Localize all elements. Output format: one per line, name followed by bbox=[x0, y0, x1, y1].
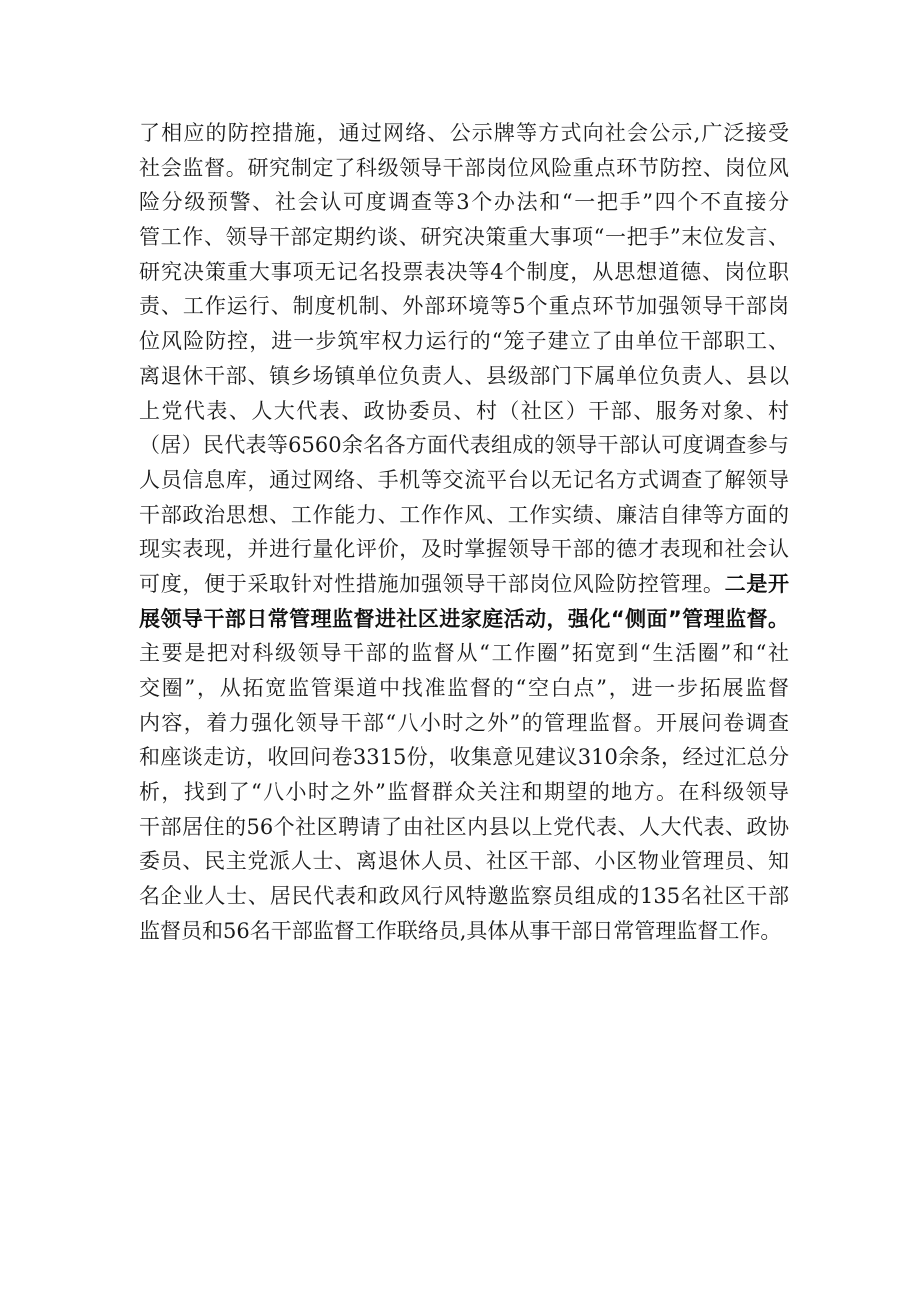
text-line bbox=[139, 844, 789, 879]
document-body bbox=[139, 116, 789, 949]
text-line bbox=[139, 151, 789, 186]
text-line bbox=[139, 636, 789, 671]
text-line bbox=[139, 498, 789, 533]
text-run: 干部居住的56个社区聘请了由社区内县以上党代表、人大代表、政协 bbox=[139, 814, 789, 839]
text-run: 社会监督。研究制定了科级领导干部岗位风险重点环节防控、岗位风 bbox=[139, 155, 789, 180]
text-line bbox=[139, 740, 789, 775]
text-line bbox=[139, 602, 789, 637]
bold-heading-run: 二是开 bbox=[724, 571, 790, 596]
text-line bbox=[139, 185, 789, 220]
text-run: （居）民代表等6560余名各方面代表组成的领导干部认可度调查参与 bbox=[139, 433, 789, 458]
text-run: 上党代表、人大代表、政协委员、村（社区）干部、服务对象、村 bbox=[139, 398, 789, 423]
text-run: 责、工作运行、制度机制、外部环境等5个重点环节加强领导干部岗 bbox=[139, 294, 789, 319]
text-run: 离退休干部、镇乡场镇单位负责人、县级部门下属单位负责人、县以 bbox=[139, 363, 789, 388]
text-run: 人员信息库，通过网络、手机等交流平台以无记名方式调查了解领导 bbox=[139, 467, 789, 492]
text-line bbox=[139, 394, 789, 429]
text-line bbox=[139, 879, 789, 914]
text-run: 交圈”，从拓宽监管渠道中找准监督的“空白点”，进一步拓展监督 bbox=[139, 676, 789, 700]
text-run: 险分级预警、社会认可度调查等3个办法和“一把手”四个不直接分 bbox=[139, 190, 789, 215]
paragraph bbox=[139, 116, 789, 949]
text-run: 监督员和56名干部监督工作联络员,具体从事干部日常管理监督工作。 bbox=[139, 918, 782, 943]
text-line bbox=[139, 706, 789, 741]
text-run: 主要是把对科级领导干部的监督从“工作圈”拓宽到“生活圈”和“社 bbox=[139, 641, 789, 666]
text-run: 内容，着力强化领导干部“八小时之外”的管理监督。开展问卷调查 bbox=[139, 710, 789, 735]
text-line bbox=[139, 428, 789, 463]
text-run: 管工作、领导干部定期约谈、研究决策重大事项“一把手”末位发言、 bbox=[139, 225, 789, 250]
text-line bbox=[139, 116, 789, 151]
text-run: 委员、民主党派人士、离退休人员、社区干部、小区物业管理员、知 bbox=[139, 849, 789, 874]
text-run: 干部政治思想、工作能力、工作作风、工作实绩、廉洁自律等方面的 bbox=[139, 502, 789, 527]
text-line bbox=[139, 810, 789, 845]
text-run: 研究决策重大事项无记名投票表决等4个制度，从思想道德、岗位职 bbox=[139, 259, 789, 284]
text-run: 析，找到了“八小时之外”监督群众关注和期望的地方。在科级领导 bbox=[139, 780, 789, 805]
text-run: 了相应的防控措施，通过网络、公示牌等方式向社会公示,广泛接受 bbox=[139, 121, 789, 145]
text-line bbox=[139, 220, 789, 255]
text-run: 位风险防控，进一步筑牢权力运行的“笼子建立了由单位干部职工、 bbox=[139, 329, 789, 354]
text-line bbox=[139, 463, 789, 498]
text-line bbox=[139, 914, 789, 949]
text-line bbox=[139, 671, 789, 706]
text-line bbox=[139, 255, 789, 290]
text-run: 名企业人士、居民代表和政风行风特邀监察员组成的135名社区干部 bbox=[139, 884, 789, 909]
text-line bbox=[139, 289, 789, 324]
text-run: 和座谈走访，收回问卷3315份，收集意见建议310余条，经过汇总分 bbox=[139, 745, 789, 770]
text-line bbox=[139, 359, 789, 394]
bold-heading-run: 展领导干部日常管理监督进社区进家庭活动，强化“侧面”管理监督。 bbox=[139, 606, 789, 631]
text-line bbox=[139, 324, 789, 359]
text-line bbox=[139, 532, 789, 567]
text-line bbox=[139, 775, 789, 810]
text-line bbox=[139, 567, 789, 602]
text-run: 现实表现，并进行量化评价，及时掌握领导干部的德才表现和社会认 bbox=[139, 537, 789, 562]
text-run: 可度，便于采取针对性措施加强领导干部岗位风险防控管理。 bbox=[139, 571, 725, 596]
